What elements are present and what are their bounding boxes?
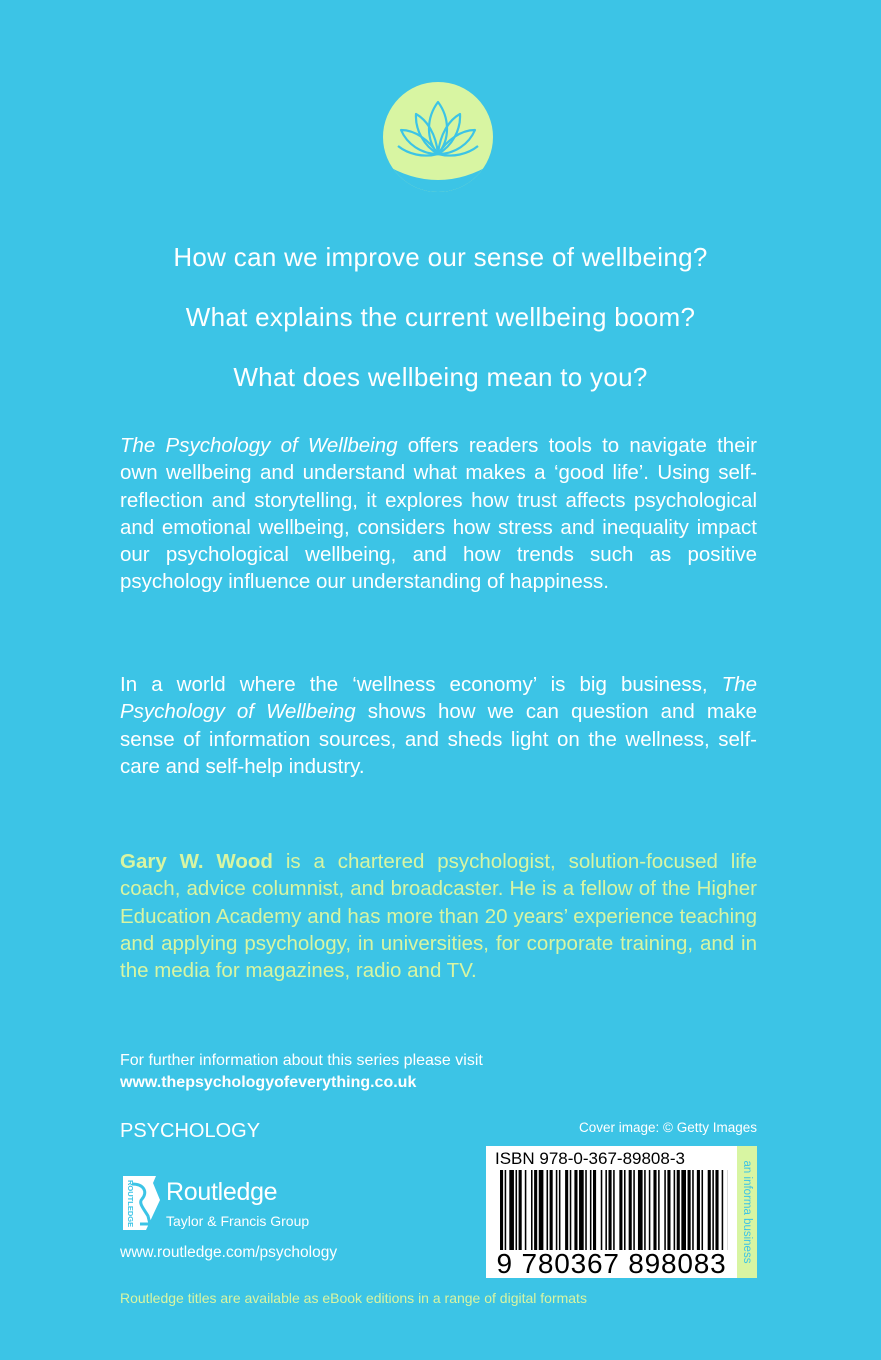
- barcode-bar: [556, 1170, 558, 1250]
- barcode-bar: [677, 1170, 680, 1250]
- author-name: Gary W. Wood: [120, 850, 273, 873]
- question-2: What explains the current wellbeing boom?: [185, 302, 696, 332]
- informa-text: an informa business: [741, 1160, 753, 1264]
- barcode-bar: [525, 1170, 527, 1250]
- barcode-bar: [534, 1170, 537, 1250]
- description-text-pre: In a world where the ‘wellness economy’ is big business,: [120, 673, 722, 696]
- barcode-bar: [609, 1170, 612, 1250]
- series-info-text: For further information about this series please visit: [120, 1052, 483, 1069]
- barcode-bar: [516, 1170, 518, 1250]
- barcode-bar: [601, 1170, 603, 1250]
- barcode-bar: [624, 1170, 626, 1250]
- description-paragraph-1: [120, 432, 757, 596]
- barcode-bar: [653, 1170, 656, 1250]
- barcode-bar: [708, 1170, 711, 1250]
- publisher-url[interactable]: www.routledge.com/psychology: [120, 1244, 338, 1261]
- barcode-bar: [565, 1170, 568, 1250]
- barcode: [486, 1146, 737, 1278]
- barcode-bar: [681, 1170, 686, 1250]
- publisher-group: Taylor & Francis Group: [166, 1213, 310, 1229]
- isbn-text: ISBN 978-0-367-89808-3: [495, 1149, 685, 1168]
- informa-strip: [737, 1146, 757, 1278]
- barcode-bar: [550, 1170, 553, 1250]
- barcode-bar: [688, 1170, 691, 1250]
- barcode-bar: [593, 1170, 596, 1250]
- barcode-bar: [579, 1170, 584, 1250]
- barcode-bar: [505, 1170, 507, 1250]
- barcode-bar: [702, 1170, 704, 1250]
- barcode-digits: 9 780367 898083: [496, 1248, 727, 1279]
- barcode-bar: [633, 1170, 635, 1250]
- barcode-bars: [500, 1170, 728, 1250]
- barcode-bar: [509, 1170, 514, 1250]
- barcode-bar: [692, 1170, 694, 1250]
- barcode-bar: [500, 1170, 503, 1250]
- barcode-bar: [559, 1170, 561, 1250]
- barcode-bar: [674, 1170, 676, 1250]
- barcode-bar: [547, 1170, 549, 1250]
- routledge-logo-text: ROUTLEDGE: [126, 1180, 135, 1228]
- subject-category: PSYCHOLOGY: [120, 1120, 261, 1142]
- cover-credit: Cover image: © Getty Images: [578, 1120, 757, 1135]
- author-bio: [120, 848, 757, 984]
- series-url[interactable]: www.thepsychologyofeverything.co.uk: [120, 1074, 417, 1091]
- lotus-logo-icon: [383, 82, 493, 192]
- description-text: offers readers tools to navigate their own wellbeing and understand what makes a ‘good life’. Using self-reflection and storytelling, it explores how trust affects psychological and emotional wellbeing, considers how stress and inequality impact our psychological wellbeing, and how trends such as positive psychology influence our understanding of happiness.: [120, 434, 757, 594]
- barcode-bar: [722, 1170, 724, 1250]
- question-3: What does wellbeing mean to you?: [233, 362, 648, 392]
- question-list: [0, 240, 881, 420]
- barcode-bar: [605, 1170, 607, 1250]
- barcode-bar: [644, 1170, 646, 1250]
- barcode-bar: [667, 1170, 670, 1250]
- barcode-bar: [585, 1170, 587, 1250]
- barcode-bar: [664, 1170, 666, 1250]
- barcode-bar: [574, 1170, 577, 1250]
- barcode-bar: [712, 1170, 714, 1250]
- ebook-notice: Routledge titles are available as eBook editions in a range of digital formats: [120, 1290, 587, 1306]
- author-bio-text: is a chartered psychologist, solution-focused life coach, advice columnist, and broadcaster. He is a fellow of the Higher Education Academy and has more than 20 years’ experience teaching and applying psychology, in universities, for corporate training, and in the media for magazines, radio and TV.: [120, 850, 757, 983]
- barcode-bar: [658, 1170, 660, 1250]
- barcode-bar: [590, 1170, 592, 1250]
- barcode-bar: [715, 1170, 718, 1250]
- barcode-bar: [613, 1170, 615, 1250]
- barcode-bar: [638, 1170, 643, 1250]
- description-paragraph-2: [120, 671, 757, 780]
- barcode-bar: [570, 1170, 572, 1250]
- barcode-bar: [629, 1170, 632, 1250]
- book-title: The Psychology of Wellbeing: [120, 434, 398, 457]
- barcode-bar: [531, 1170, 533, 1250]
- description-text-post: shows how we can question and make sense of information sources, and sheds light on the wellness, self-care and self-help industry.: [120, 700, 757, 778]
- barcode-bar: [619, 1170, 622, 1250]
- publisher-name: Routledge: [166, 1178, 278, 1206]
- barcode-bar: [519, 1170, 522, 1250]
- barcode-bar: [697, 1170, 700, 1250]
- series-info: [120, 1050, 483, 1094]
- barcode-bar: [649, 1170, 651, 1250]
- barcode-bar: [539, 1170, 544, 1250]
- question-1: How can we improve our sense of wellbeing?: [173, 242, 708, 272]
- book-title: The Psychology of Wellbeing: [120, 673, 757, 724]
